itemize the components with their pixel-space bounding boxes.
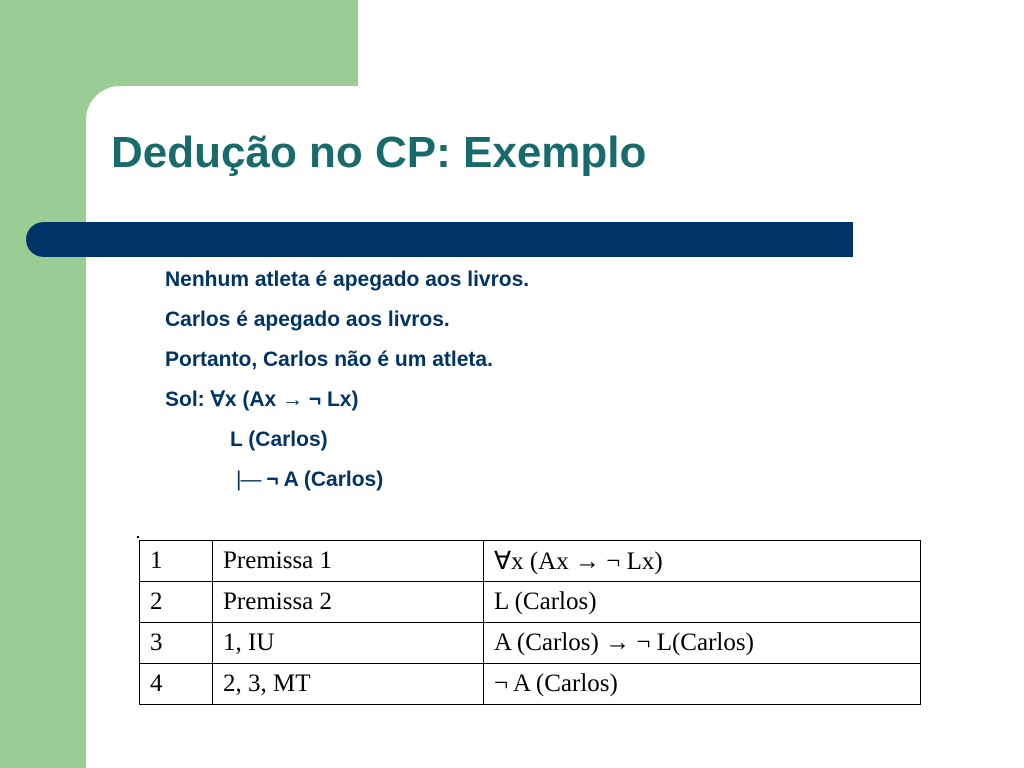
row-formula: ∀x (Ax → ¬ Lx) bbox=[484, 541, 921, 582]
solution-conclusion bbox=[165, 464, 529, 504]
premise-1-text: Nenhum atleta é apegado aos livros. bbox=[165, 268, 530, 291]
solution-conclusion-formula: ¬ A (Carlos) bbox=[266, 468, 384, 491]
conclusion-text: Portanto, Carlos não é um atleta. bbox=[165, 348, 493, 371]
row-justification: 2, 3, MT bbox=[213, 664, 484, 705]
derivation-table bbox=[139, 540, 921, 705]
decorative-green-sidebar bbox=[0, 0, 86, 768]
solution-formula-2: L (Carlos) bbox=[230, 428, 328, 451]
premise-2-text: Carlos é apegado aos livros. bbox=[165, 308, 450, 331]
row-justification: Premissa 1 bbox=[213, 541, 484, 582]
row-formula: L (Carlos) bbox=[484, 582, 921, 623]
row-justification: Premissa 2 bbox=[213, 582, 484, 623]
solution-formula-1: Sol: ∀x (Ax → ¬ Lx) bbox=[165, 388, 359, 411]
table-row bbox=[140, 582, 921, 623]
row-formula: A (Carlos) → ¬ L(Carlos) bbox=[484, 623, 921, 664]
slide-title: Dedução no CP: Exemplo bbox=[111, 128, 647, 177]
table-row bbox=[140, 623, 921, 664]
row-number: 4 bbox=[140, 664, 213, 705]
row-number: 1 bbox=[140, 541, 213, 582]
argument-text bbox=[165, 264, 529, 504]
row-number: 2 bbox=[140, 582, 213, 623]
stray-mark bbox=[137, 536, 139, 538]
row-justification: 1, IU bbox=[213, 623, 484, 664]
row-number: 3 bbox=[140, 623, 213, 664]
title-divider-bar bbox=[26, 222, 853, 257]
turnstile-symbol: |— bbox=[236, 468, 261, 491]
table-row bbox=[140, 541, 921, 582]
table-row bbox=[140, 664, 921, 705]
row-formula: ¬ A (Carlos) bbox=[484, 664, 921, 705]
